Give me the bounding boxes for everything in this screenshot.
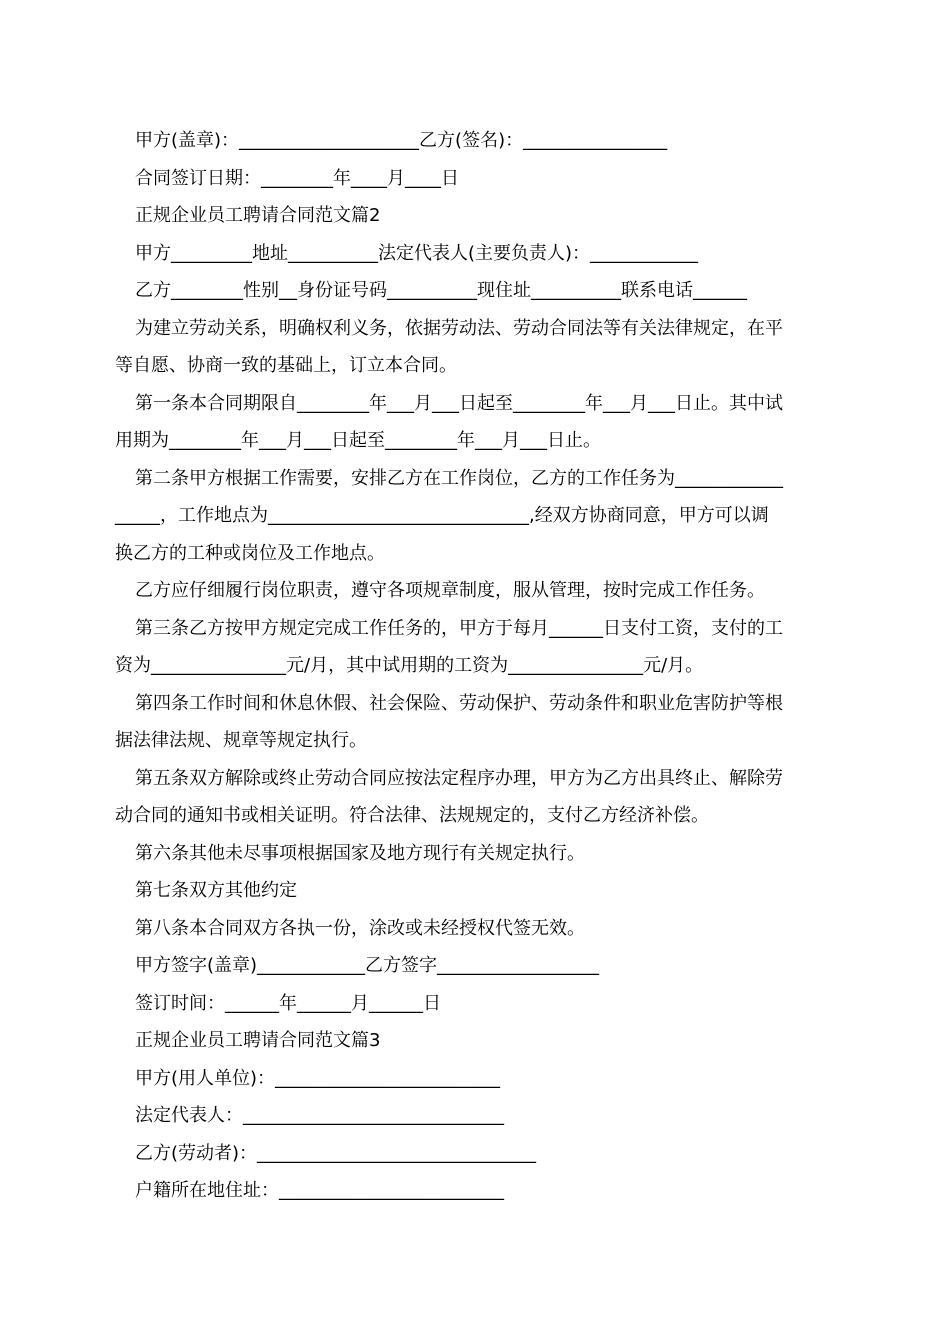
paragraph-line: 据法律法规、规章等规定执行。 <box>115 730 367 751</box>
paragraph-line: 换乙方的工种或岗位及工作地点。 <box>115 542 385 564</box>
contract-text <box>115 122 835 1210</box>
section-heading: 正规企业员工聘请合同范文篇3 <box>135 1030 381 1051</box>
section-heading: 正规企业员工聘请合同范文篇2 <box>135 205 381 226</box>
signature-line: 甲方签字(盖章)____________乙方签字__________________ <box>135 955 600 976</box>
party-a-info-line: 甲方_________地址__________法定代表人(主要负责人)：____________ <box>135 242 699 264</box>
party-b-info-line: 乙方________性别__身份证号码__________现住址__________联系电话______ <box>135 280 747 301</box>
paragraph-line: 用期为________年___月___日起至________年___月___日止。 <box>115 430 601 451</box>
article-7-line: 第七条双方其他约定 <box>135 880 297 901</box>
paragraph-line: 资为_______________元/月，其中试用期的工资为_______________元/月。 <box>115 655 704 676</box>
employer-line: 甲方(用人单位)：_________________________ <box>135 1067 501 1089</box>
article-4-line: 第四条工作时间和休息休假、社会保险、劳动保护、劳动条件和职业危害防护等根 <box>135 692 783 714</box>
article-3-line: 第三条乙方按甲方规定完成工作任务的，甲方于每月______日支付工资，支付的工 <box>135 617 783 639</box>
paragraph-line: 为建立劳动关系，明确权利义务，依据劳动法、劳动合同法等有关法律规定，在平 <box>135 317 783 339</box>
article-8-line: 第八条本合同双方各执一份，涂改或未经授权代签无效。 <box>135 917 585 939</box>
employee-line: 乙方(劳动者)：_______________________________ <box>135 1142 537 1164</box>
article-6-line: 第六条其他未尽事项根据国家及地方现行有关规定执行。 <box>135 842 585 864</box>
sign-time-line: 签订时间：______年______月______日 <box>135 992 441 1014</box>
article-2-line: 第二条甲方根据工作需要，安排乙方在工作岗位，乙方的工作任务为____________ <box>135 467 783 489</box>
legal-rep-line: 法定代表人：_____________________________ <box>135 1105 504 1126</box>
paragraph-line: _____，工作地点为_____________________________,经双方协商同意，甲方可以调 <box>115 505 769 526</box>
household-address-line: 户籍所在地住址：_________________________ <box>135 1180 504 1201</box>
article-5-line: 第五条双方解除或终止劳动合同应按法定程序办理，甲方为乙方出具终止、解除劳 <box>135 767 783 789</box>
article-1-line: 第一条本合同期限自________年___月___日起至________年___月___日止。其中试 <box>135 392 783 414</box>
paragraph-line: 乙方应仔细履行岗位职责，遵守各项规章制度，服从管理，按时完成工作任务。 <box>135 580 765 601</box>
party-a-seal-line: 甲方(盖章)：____________________乙方(签名)：________________ <box>135 130 668 151</box>
paragraph-line: 动合同的通知书或相关证明。符合法律、法规规定的，支付乙方经济补偿。 <box>115 805 709 826</box>
sign-date-line: 合同签订日期：________年____月____日 <box>135 167 459 189</box>
paragraph-line: 等自愿、协商一致的基础上，订立本合同。 <box>115 355 457 376</box>
